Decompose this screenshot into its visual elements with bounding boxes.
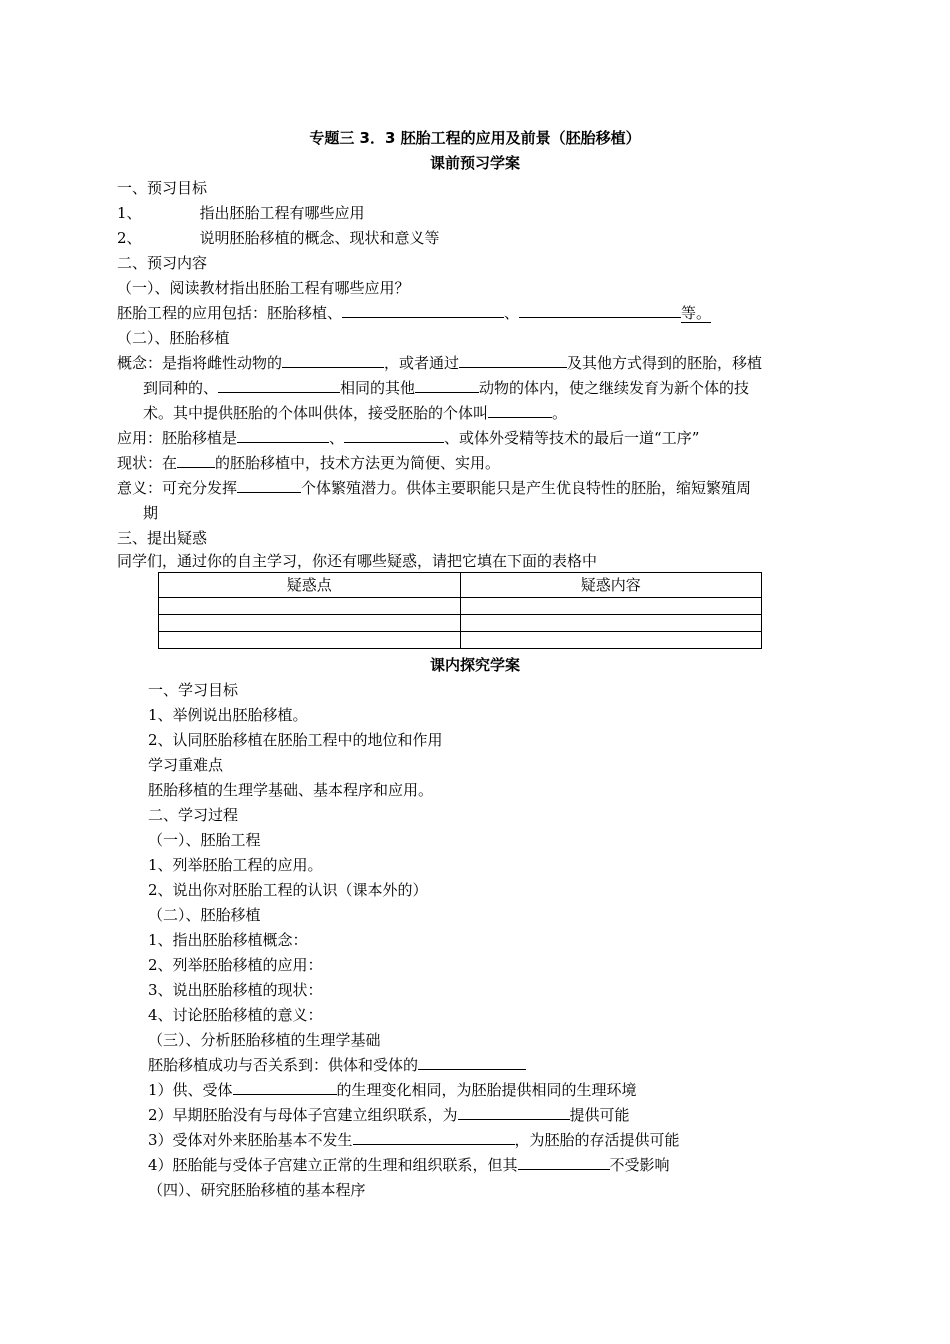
basis-3: 3）受体对外来胚胎基本不发生 ，为胚胎的存活提供可能 [148, 1131, 680, 1149]
significance-line-2: 期 [143, 504, 159, 522]
table-header-row [159, 573, 762, 598]
preview-heading: 课前预习学案 [429, 154, 520, 172]
table-row [159, 615, 762, 632]
preview-section-3: 三、提出疑惑 [117, 529, 208, 547]
basis-4: 4）胚胎能与受体子宫建立正常的生理和组织联系，但其 不受影响 [148, 1156, 670, 1174]
process-2: （二）、胚胎移植 [148, 906, 261, 924]
process-2-item-1: 1、指出胚胎移植概念： [148, 931, 308, 949]
table-header-cell: 疑惑内容 [460, 573, 762, 598]
table-cell[interactable] [159, 615, 461, 632]
blank-field[interactable] [177, 453, 215, 468]
preview-section-1: 一、预习目标 [117, 179, 208, 197]
goal-1-num: 1、 [117, 204, 142, 222]
doubt-table [158, 572, 762, 649]
blank-field[interactable] [353, 1130, 515, 1145]
process-2-item-3: 3、说出胚胎移植的现状： [148, 981, 323, 999]
goal-1-text: 指出胚胎工程有哪些应用 [199, 204, 365, 222]
preview-sub-1: （一）、阅读教材指出胚胎工程有哪些应用？ [117, 279, 410, 297]
concept-line-2: 到同种的、 相同的其他 动物的体内，使之继续发育为新个体的技 [143, 379, 750, 397]
blank-field[interactable] [458, 1105, 570, 1120]
inclass-section-2: 二、学习过程 [148, 806, 239, 824]
blank-field[interactable] [488, 403, 552, 418]
key-points-label: 学习重难点 [148, 756, 224, 774]
key-points-text: 胚胎移植的生理学基础、基本程序和应用。 [148, 781, 434, 799]
goal-2-num: 2、 [117, 229, 142, 247]
blank-field[interactable] [342, 303, 504, 318]
basis-1: 1）供、受体 的生理变化相同，为胚胎提供相同的生理环境 [148, 1081, 637, 1099]
goal-1 [117, 203, 365, 223]
process-3: （三）、分析胚胎移植的生理学基础 [148, 1031, 381, 1049]
doubt-instruction: 同学们，通过你的自主学习，你还有哪些疑惑，请把它填在下面的表格中 [117, 552, 598, 570]
table-cell[interactable] [460, 632, 762, 649]
status-line: 现状：在 的胚胎移植中，技术方法更为简便、实用。 [117, 454, 501, 472]
blank-field[interactable] [415, 378, 479, 393]
process-1-item-2: 2、说出你对胚胎工程的认识（课本外的） [148, 881, 428, 899]
inclass-section-1: 一、学习目标 [148, 681, 239, 699]
blank-field[interactable] [218, 378, 340, 393]
preview-section-2: 二、预习内容 [117, 254, 208, 272]
table-cell[interactable] [460, 615, 762, 632]
blank-field[interactable] [237, 428, 329, 443]
basis-2: 2）早期胚胎没有与母体子宫建立组织联系，为 提供可能 [148, 1106, 630, 1124]
significance-line: 意义：可充分发挥 个体繁殖潜力。供体主要职能只是产生优良特性的胚胎，缩短繁殖周 [117, 479, 752, 497]
inclass-heading: 课内探究学案 [429, 656, 520, 674]
concept-line-1: 概念：是指将雌性动物的 ，或者通过 及其他方式得到的胚胎，移植 [117, 354, 763, 372]
process-2-item-4: 4、讨论胚胎移植的意义： [148, 1006, 323, 1024]
blank-field[interactable] [459, 353, 567, 368]
objective-2: 2、认同胚胎移植在胚胎工程中的地位和作用 [148, 731, 443, 749]
objective-1: 1、举例说出胚胎移植。 [148, 706, 308, 724]
blank-field[interactable] [519, 303, 681, 318]
preview-sub-2: （二）、胚胎移植 [117, 329, 230, 347]
goal-2 [117, 228, 440, 248]
blank-field[interactable] [282, 353, 384, 368]
application-line: 应用：胚胎移植是 、 、或体外受精等技术的最后一道“工序” [117, 429, 700, 447]
process-4: （四）、研究胚胎移植的基本程序 [148, 1181, 366, 1199]
process-2-item-2: 2、列举胚胎移植的应用： [148, 956, 323, 974]
blank-field[interactable] [418, 1055, 526, 1070]
concept-line-3: 术。其中提供胚胎的个体叫供体，接受胚胎的个体叫 。 [143, 404, 568, 422]
document-title: 专题三 3．3 胚胎工程的应用及前景（胚胎移植） [309, 129, 641, 147]
blank-field[interactable] [237, 478, 301, 493]
blank-field[interactable] [344, 428, 444, 443]
goal-2-text: 说明胚胎移植的概念、现状和意义等 [199, 229, 440, 247]
process-1: （一）、胚胎工程 [148, 831, 261, 849]
table-header-cell: 疑惑点 [159, 573, 461, 598]
table-cell[interactable] [460, 598, 762, 615]
table-cell[interactable] [159, 598, 461, 615]
applications-line: 胚胎工程的应用包括：胚胎移植、 、 等。 [117, 304, 712, 322]
process-3-intro: 胚胎移植成功与否关系到：供体和受体的 [148, 1055, 526, 1075]
table-row [159, 598, 762, 615]
table-cell[interactable] [159, 632, 461, 649]
blank-field[interactable] [233, 1080, 337, 1095]
table-row [159, 632, 762, 649]
blank-field[interactable] [518, 1155, 610, 1170]
process-1-item-1: 1、列举胚胎工程的应用。 [148, 856, 323, 874]
